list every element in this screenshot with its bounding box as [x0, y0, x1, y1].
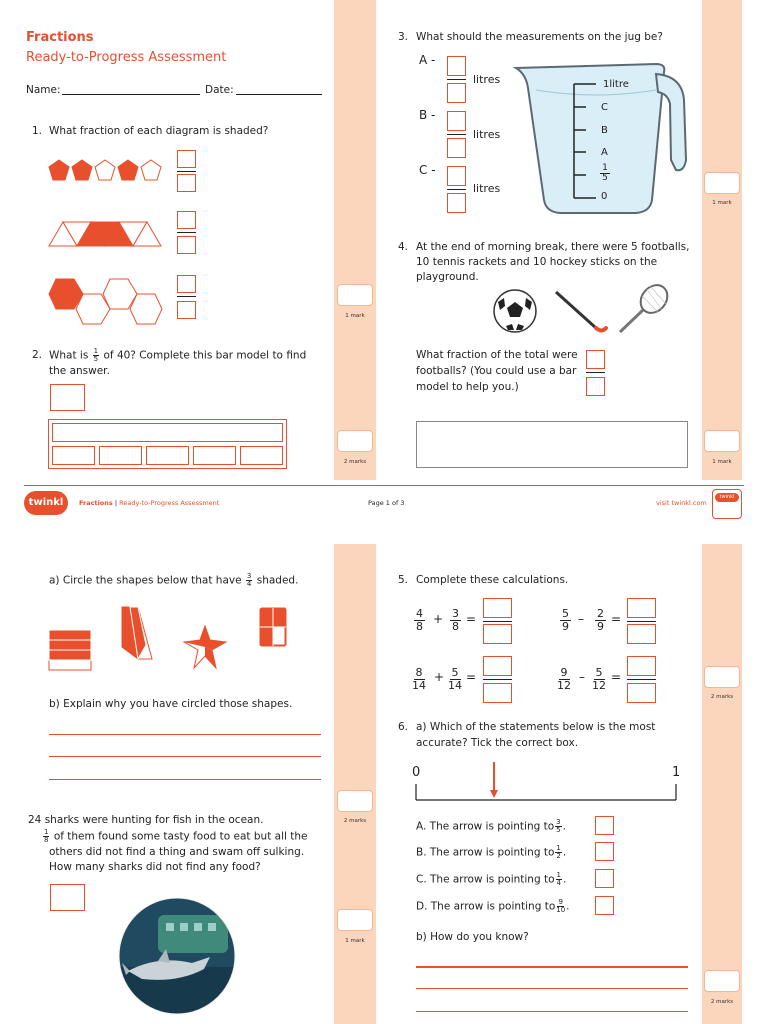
calc1-op: +: [433, 612, 444, 626]
page-subtitle: Ready-to-Progress Assessment: [26, 50, 227, 65]
footer-rule: [24, 485, 744, 486]
mark-label-q6: 2 marks: [710, 999, 734, 1005]
fraction-bar: [447, 189, 466, 190]
unit-c: litres: [473, 182, 501, 195]
mark-label-q1: 1 mark: [345, 313, 365, 319]
calc4-eq: =: [611, 670, 622, 684]
mark-box-q3[interactable]: [704, 172, 740, 194]
mark-box-q4[interactable]: [704, 430, 740, 452]
mark-box-q2[interactable]: [337, 430, 373, 452]
q1-number: 1.: [32, 125, 43, 137]
bar-model-part[interactable]: [193, 446, 236, 465]
calc2-a: 5 9: [562, 607, 569, 633]
q6-how: b) How do you know?: [416, 931, 529, 943]
name-label: Name:: [26, 84, 61, 96]
mark-label-q4: 1 mark: [712, 459, 732, 465]
label-b: B -: [419, 108, 436, 122]
qa-explain: b) Explain why you have circled those shapes.: [49, 698, 293, 710]
option-c-checkbox[interactable]: [595, 869, 614, 888]
jug-mark-b: B: [601, 125, 608, 136]
mark-label-q5: 2 marks: [710, 694, 734, 700]
q3-number: 3.: [398, 31, 409, 43]
page-title: Fractions: [26, 30, 94, 45]
unit-b: litres: [473, 128, 501, 141]
q4-line1: At the end of morning break, there were 5 footballs,: [416, 241, 690, 253]
bar-model-part[interactable]: [240, 446, 283, 465]
mark-box-q6[interactable]: [704, 970, 740, 992]
q1-text: What fraction of each diagram is shaded?: [49, 125, 269, 137]
q3-text: What should the measurements on the jug be?: [416, 31, 663, 43]
shark-illustration: [118, 897, 236, 1015]
pentagon-diagram: [48, 158, 164, 184]
number-line-one: 1: [672, 765, 681, 780]
fraction-bar: [586, 372, 605, 373]
q1-answer-1-numerator[interactable]: [177, 150, 196, 168]
sharks-line4: How many sharks did not find any food?: [49, 861, 261, 873]
sharks-line1: 24 sharks were hunting for fish in the ocean.: [28, 814, 264, 826]
mark-label-shapes: 2 marks: [343, 818, 367, 824]
option-a: A. The arrow is pointing to $\frac{3}{5}$ .: [416, 818, 566, 834]
calc3-b: 5 14: [448, 666, 462, 692]
q1-answer-3-numerator[interactable]: [177, 275, 196, 293]
grid-shape[interactable]: [259, 607, 287, 647]
calc3-answer-numerator[interactable]: [483, 656, 512, 676]
fraction-bar: [177, 296, 196, 297]
q1-answer-1-denominator[interactable]: [177, 174, 196, 192]
jug-mark-fifth: 1 5: [600, 164, 610, 183]
bar-model-part[interactable]: [99, 446, 142, 465]
option-b-checkbox[interactable]: [595, 842, 614, 861]
triangle-diagram: [48, 220, 164, 248]
jug-c-denominator[interactable]: [447, 193, 466, 213]
q4-ask2: footballs? (You could use a bar: [416, 365, 577, 377]
triangle-split-shape[interactable]: [118, 605, 156, 661]
fraction-bar: [483, 679, 512, 680]
footer-visit[interactable]: visit twinkl.com: [656, 499, 707, 507]
fraction-bar: [447, 134, 466, 135]
answer-line[interactable]: [49, 734, 321, 735]
star-shape[interactable]: [182, 624, 228, 670]
mark-strip-left: [334, 0, 376, 480]
q6-number: 6.: [398, 721, 409, 733]
q4-line2: 10 tennis rackets and 10 hockey sticks on the: [416, 256, 658, 268]
twinkl-logo: twinkl: [24, 491, 68, 515]
bar-model-part[interactable]: [146, 446, 189, 465]
bar-model-part[interactable]: [52, 446, 95, 465]
option-c: C. The arrow is pointing to $\frac{1}{4}$ .: [416, 871, 567, 887]
calc2-answer-numerator[interactable]: [627, 598, 656, 618]
q4-numerator-box[interactable]: [586, 350, 605, 369]
answer-line[interactable]: [416, 1011, 688, 1012]
jug-b-numerator[interactable]: [447, 111, 466, 131]
calc2-b: 2 9: [597, 607, 604, 633]
option-a-checkbox[interactable]: [595, 816, 614, 835]
option-d: D. The arrow is pointing to $\frac{9}{10}$ .: [416, 898, 570, 914]
date-field[interactable]: [236, 94, 322, 95]
jug-mark-0: 0: [601, 191, 608, 202]
bar-model-whole[interactable]: [52, 423, 283, 442]
mark-strip-right: [702, 544, 742, 1024]
sharks-line3: others did not find a thing and swam off sulking.: [49, 846, 305, 858]
jug-c-numerator[interactable]: [447, 166, 466, 186]
name-field[interactable]: [62, 94, 200, 95]
option-d-checkbox[interactable]: [595, 896, 614, 915]
answer-line[interactable]: [49, 756, 321, 757]
q2-fraction: $\frac{1}{5}$: [93, 347, 99, 363]
jug-mark-a: A: [601, 147, 608, 158]
calc4-answer-denominator[interactable]: [627, 683, 656, 703]
calc2-op: –: [578, 612, 584, 626]
q4-ask1: What fraction of the total were: [416, 349, 578, 361]
q4-denominator-box[interactable]: [586, 377, 605, 396]
calc1-answer-numerator[interactable]: [483, 598, 512, 618]
calc2-answer-denominator[interactable]: [627, 624, 656, 644]
hockey-stick-icon: [552, 288, 608, 336]
calc3-answer-denominator[interactable]: [483, 683, 512, 703]
mark-strip-right: [702, 0, 742, 480]
mark-label-q3: 1 mark: [712, 200, 732, 206]
jug-a-numerator[interactable]: [447, 56, 466, 76]
tennis-racket-icon: [616, 282, 672, 334]
mark-box-shapes[interactable]: [337, 790, 373, 812]
label-c: C -: [419, 163, 436, 177]
q5-number: 5.: [398, 574, 409, 586]
fraction-bar: [483, 621, 512, 622]
sharks-line2: $\frac{1}{8}$ of them found some tasty food to eat but all the: [44, 828, 308, 844]
qa-text: a) Circle the shapes below that have $\frac{3}{4}$ shaded.: [49, 572, 299, 588]
qa-fraction: $\frac{3}{4}$: [246, 572, 252, 588]
calc3-op: +: [434, 670, 445, 684]
twinkl-badge: twinkl: [712, 489, 742, 519]
striped-rectangle-shape[interactable]: [48, 629, 92, 671]
q6-line2: accurate? Tick the correct box.: [416, 737, 579, 749]
answer-line[interactable]: [416, 988, 688, 989]
q2-number: 2.: [32, 349, 43, 361]
calc1-eq: =: [466, 612, 477, 626]
q2-text-b: of 40? Complete this bar model to find: [103, 349, 307, 362]
calc4-op: –: [579, 670, 585, 684]
number-line-zero: 0: [412, 765, 421, 780]
mark-strip-left: [334, 544, 376, 1024]
mark-label-sharks: 1 mark: [345, 938, 365, 944]
calc4-a: 9 12: [557, 666, 571, 692]
jug-mark-c: C: [601, 102, 608, 113]
calc4-answer-numerator[interactable]: [627, 656, 656, 676]
unit-a: litres: [473, 73, 501, 86]
football-icon: [492, 288, 538, 334]
answer-line[interactable]: [49, 779, 321, 780]
hexagon-diagram: [48, 276, 164, 328]
number-line: [412, 756, 684, 806]
calc1-b: 3 8: [452, 607, 459, 633]
footer-title: Fractions | Ready-to-Progress Assessment: [79, 499, 220, 507]
q1-answer-2-numerator[interactable]: [177, 211, 196, 229]
q1-answer-2-denominator[interactable]: [177, 236, 196, 254]
q4-line3: playground.: [416, 271, 479, 283]
sharks-answer-box[interactable]: [50, 884, 85, 911]
calc1-a: 4 8: [416, 607, 423, 633]
fraction-bar: [177, 171, 196, 172]
jug-mark-1litre: 1litre: [603, 79, 629, 90]
jug-b-denominator[interactable]: [447, 138, 466, 158]
calc2-eq: =: [611, 612, 622, 626]
q5-text: Complete these calculations.: [416, 574, 569, 586]
calc4-b: 5 12: [592, 666, 606, 692]
q6-line1: a) Which of the statements below is the most: [416, 721, 656, 733]
q2-text-c: the answer.: [49, 365, 110, 377]
sharks-fraction: $\frac{1}{8}$: [44, 828, 49, 844]
q4-number: 4.: [398, 241, 409, 253]
mark-label-q2: 2 marks: [343, 459, 367, 465]
calc3-eq: =: [466, 670, 477, 684]
fraction-bar: [447, 79, 466, 80]
calc3-a: 8 14: [412, 666, 426, 692]
option-b: B. The arrow is pointing to $\frac{1}{2}$ .: [416, 844, 567, 860]
mark-box-q5[interactable]: [704, 666, 740, 688]
q1-answer-3-denominator[interactable]: [177, 301, 196, 319]
q4-working-box[interactable]: [416, 421, 688, 468]
q2-text-a: What is: [49, 349, 89, 362]
footer-page: Page 1 of 3: [368, 499, 405, 507]
label-a: A -: [419, 53, 436, 67]
fraction-bar: [627, 679, 656, 680]
mark-box-sharks[interactable]: [337, 909, 373, 931]
date-label: Date:: [205, 84, 234, 96]
pointer-arrow: [490, 762, 498, 798]
fraction-bar: [627, 621, 656, 622]
calc1-answer-denominator[interactable]: [483, 624, 512, 644]
jug-a-denominator[interactable]: [447, 83, 466, 103]
fraction-bar: [177, 232, 196, 233]
answer-line[interactable]: [416, 966, 688, 968]
q2-answer-box[interactable]: [50, 384, 85, 411]
mark-box-q1[interactable]: [337, 284, 373, 306]
q4-ask3: model to help you.): [416, 381, 519, 393]
q2-text: [49, 348, 306, 364]
